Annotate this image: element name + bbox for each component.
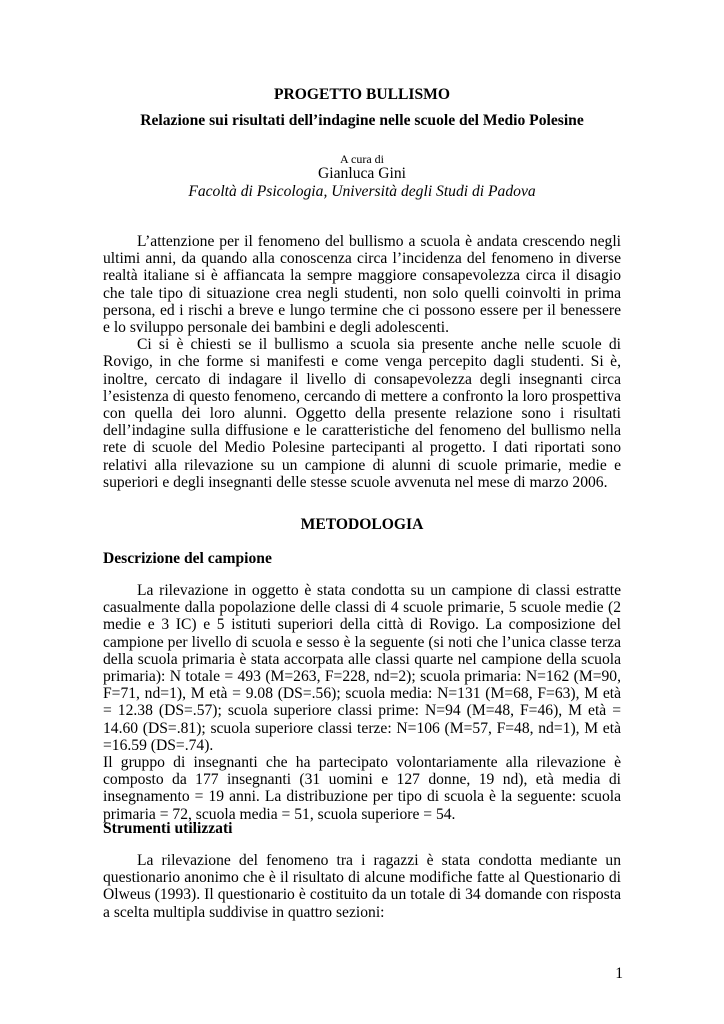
document-subtitle: Relazione sui risultati dell’indagine nelle scuole del Medio Polesine <box>140 112 584 129</box>
page-number: 1 <box>615 965 623 982</box>
intro-paragraph: Ci si è chiesti se il bullismo a scuola sia presente anche nelle scuole di Rovigo, in che forme si manifesti e come venga percepito dagli studenti. Si è, inoltre, cercato di indagare il livello di consapevolezza degli insegnanti circa l’esistenza di questo fenomeno, cercando di mettere a confronto la loro prospettiva con quella dei loro alunni. Oggetto della presente relazione sono i risultati dell’indagine sulla diffusione e le caratteristiche del fenomeno del bullismo nella rete di scuole del Medio Polesine partecipanti al progetto. I dati riportati sono relativi alla rilevazione su un campione di alunni di scuole primarie, medie e superiori e degli insegnanti delle stesse scuole avvenuta nel mese di marzo 2006. <box>103 336 621 491</box>
curator-label: A cura di <box>340 152 384 166</box>
author-affiliation: Facoltà di Psicologia, Università degli Studi di Padova <box>188 183 536 200</box>
methodology-heading: METODOLOGIA <box>300 516 424 533</box>
tools-heading: Strumenti utilizzati <box>103 820 233 837</box>
author-name: Gianluca Gini <box>318 165 406 182</box>
teachers-paragraph: Il gruppo di insegnanti che ha partecipato volontariamente alla rilevazione è composto da 177 insegnanti (31 uomini e 127 donne, 19 nd), età media di insegnamento = 19 anni. La distribuzione per tipo di scuola è la seguente: scuola primaria = 72, scuola media = 51, scuola superiore = 54. <box>103 754 621 823</box>
tools-section <box>103 852 621 921</box>
document-title: PROGETTO BULLISMO <box>273 86 451 103</box>
intro-section <box>103 233 621 491</box>
tools-paragraph: La rilevazione del fenomeno tra i ragazzi è stata condotta mediante un questionario anonimo che è il risultato di alcune modifiche fatte al Questionario di Olweus (1993). Il questionario è costituito da un totale di 34 domande con risposta a scelta multipla suddivise in quattro sezioni: <box>103 852 621 921</box>
sample-section <box>103 582 621 823</box>
sample-paragraph: La rilevazione in oggetto è stata condotta su un campione di classi estratte casualmente dalla popolazione delle classi di 4 scuole primarie, 5 scuole medie (2 medie e 3 IC) e 5 istituti superiori della città di Rovigo. La composizione del campione per livello di scuola e sesso è la seguente (si noti che l’unica classe terza della scuola primaria è stata accorpata alle classi quarte nel campione della scuola primaria): N totale = 493 (M=263, F=228, nd=2); scuola primaria: N=162 (M=90, F=71, nd=1), M età = 9.08 (DS=.56); scuola media: N=131 (M=68, F=63), M età = 12.38 (DS=.57); scuola superiore classi prime: N=94 (M=48, F=46), M età = 14.60 (DS=.81); scuola superiore classi terze: N=106 (M=57, F=48, nd=1), M età =16.59 (DS=.74). <box>103 582 621 754</box>
intro-paragraph: L’attenzione per il fenomeno del bullismo a scuola è andata crescendo negli ultimi anni, da quando alla conoscenza circa l’incidenza del fenomeno in diverse realtà italiane si è affiancata la sempre maggiore consapevolezza circa il disagio che tale tipo di situazione crea negli studenti, non solo quelli coinvolti in prima persona, ed i rischi a breve e lungo termine che ci possono essere per il benessere e lo sviluppo personale dei bambini e degli adolescenti. <box>103 233 621 337</box>
sample-heading: Descrizione del campione <box>103 550 272 567</box>
